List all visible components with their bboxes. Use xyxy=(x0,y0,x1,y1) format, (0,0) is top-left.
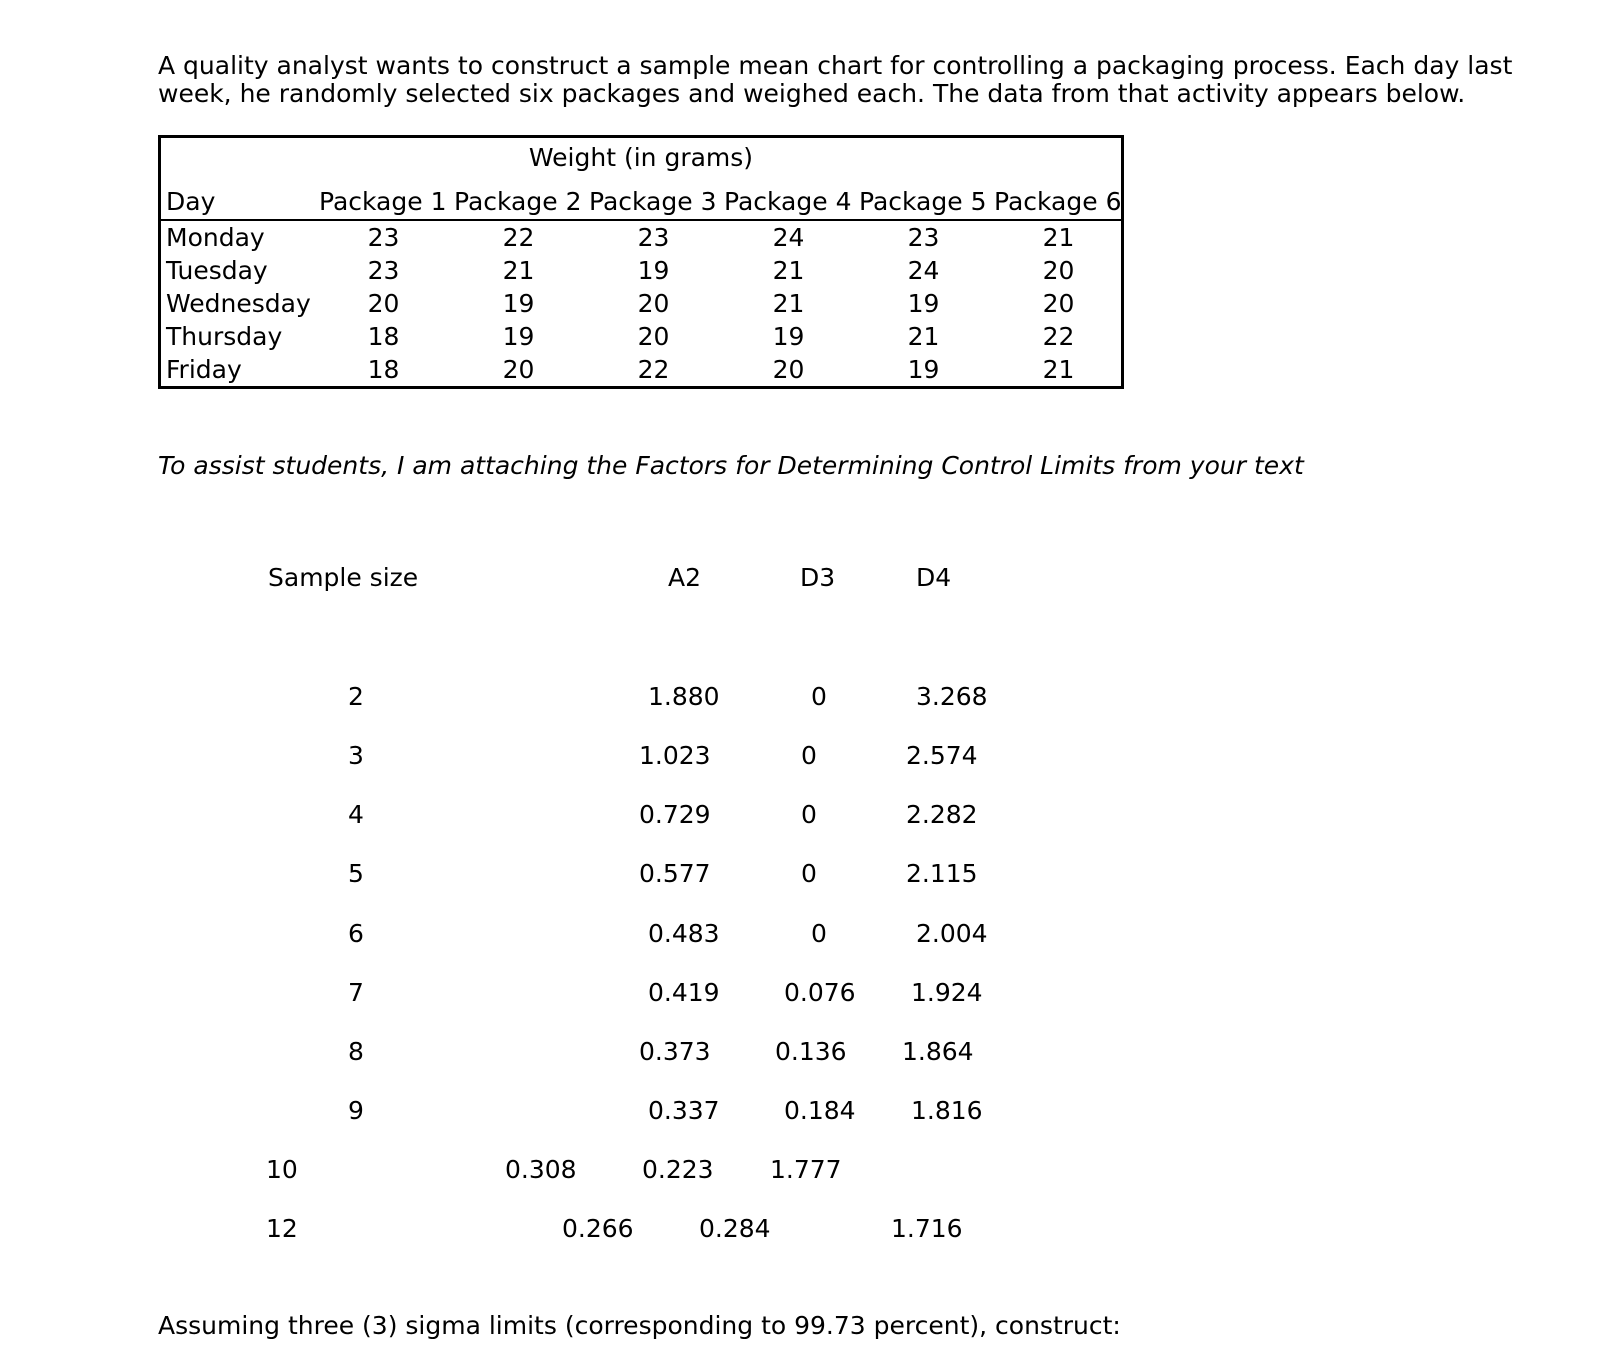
factors-sample-size-cell: 9 xyxy=(348,1096,364,1125)
weight-cell: 21 xyxy=(1042,223,1075,252)
weight-table-header xyxy=(161,188,1121,216)
weight-cell: 20 xyxy=(637,289,670,318)
table-row xyxy=(161,221,1121,254)
weight-cell: 22 xyxy=(502,223,535,252)
factors-sample-size-cell: 8 xyxy=(348,1037,364,1066)
weight-cell: 24 xyxy=(772,223,805,252)
factors-sample-size-cell: 2 xyxy=(348,682,364,711)
weight-cell: 23 xyxy=(637,223,670,252)
day-cell: Thursday xyxy=(166,322,283,351)
day-cell: Monday xyxy=(166,223,265,252)
weight-cell: 19 xyxy=(502,289,535,318)
factors-d4-cell: 1.716 xyxy=(891,1214,963,1243)
factors-d3-cell: 0 xyxy=(801,800,817,829)
factors-d4-cell: 2.115 xyxy=(906,859,978,888)
factors-d3-cell: 0 xyxy=(801,741,817,770)
weight-cell: 24 xyxy=(907,256,940,285)
weight-table xyxy=(158,135,1124,389)
factors-d3-cell: 0.284 xyxy=(699,1214,771,1243)
factors-a2-cell: 0.337 xyxy=(648,1096,720,1125)
factors-header-a2: A2 xyxy=(668,563,702,592)
factors-d4-cell: 1.816 xyxy=(911,1096,983,1125)
table-row xyxy=(161,320,1121,353)
factors-d3-cell: 0.184 xyxy=(784,1096,856,1125)
factors-d4-cell: 1.924 xyxy=(911,978,983,1007)
factors-d3-cell: 0.223 xyxy=(642,1155,714,1184)
weight-cell: 20 xyxy=(772,355,805,384)
weight-cell: 20 xyxy=(637,322,670,351)
weight-cell: 23 xyxy=(367,223,400,252)
weight-cell: 20 xyxy=(1042,256,1075,285)
weight-table-title: Weight (in grams) xyxy=(528,143,754,172)
weight-cell: 19 xyxy=(772,322,805,351)
weight-cell: 21 xyxy=(907,322,940,351)
weight-cell: 19 xyxy=(502,322,535,351)
factors-a2-cell: 0.483 xyxy=(648,919,720,948)
factors-header-d3: D3 xyxy=(800,563,836,592)
weight-cell: 18 xyxy=(367,355,400,384)
factors-a2-cell: 0.419 xyxy=(648,978,720,1007)
day-cell: Wednesday xyxy=(166,289,311,318)
factors-d3-cell: 0 xyxy=(811,919,827,948)
factors-d3-cell: 0 xyxy=(801,859,817,888)
factors-d4-cell: 1.777 xyxy=(770,1155,842,1184)
factors-d4-cell: 2.282 xyxy=(906,800,978,829)
factors-header-sample-size: Sample size xyxy=(268,563,419,592)
factors-a2-cell: 0.577 xyxy=(639,859,711,888)
day-cell: Tuesday xyxy=(166,256,268,285)
header-package-1: Package 1 xyxy=(319,187,447,216)
factors-a2-cell: 1.880 xyxy=(648,682,720,711)
weight-cell: 20 xyxy=(367,289,400,318)
header-package-4: Package 4 xyxy=(724,187,852,216)
weight-cell: 19 xyxy=(637,256,670,285)
table-row xyxy=(161,254,1121,287)
weight-cell: 21 xyxy=(502,256,535,285)
table-row xyxy=(161,353,1121,386)
header-day: Day xyxy=(166,187,216,216)
problem-intro: A quality analyst wants to construct a sample mean chart for controlling a packaging process. Each day last week, he randomly selected six packages and weighed each. The data from that activity appears below. xyxy=(158,51,1513,108)
factors-sample-size-cell: 12 xyxy=(266,1214,298,1243)
factors-a2-cell: 0.266 xyxy=(562,1214,634,1243)
weight-cell: 21 xyxy=(772,256,805,285)
factors-header-d4: D4 xyxy=(916,563,952,592)
weight-cell: 18 xyxy=(367,322,400,351)
factors-sample-size-cell: 10 xyxy=(266,1155,298,1184)
factors-note: To assist students, I am attaching the Factors for Determining Control Limits from your text xyxy=(158,451,1304,480)
factors-sample-size-cell: 7 xyxy=(348,978,364,1007)
weight-cell: 21 xyxy=(772,289,805,318)
weight-cell: 22 xyxy=(1042,322,1075,351)
factors-d4-cell: 2.574 xyxy=(906,741,978,770)
header-package-2: Package 2 xyxy=(454,187,582,216)
factors-a2-cell: 1.023 xyxy=(639,741,711,770)
factors-d3-cell: 0.136 xyxy=(775,1037,847,1066)
problem-outro: Assuming three (3) sigma limits (corresponding to 99.73 percent), construct: xyxy=(158,1311,1121,1340)
weight-cell: 23 xyxy=(907,223,940,252)
weight-cell: 20 xyxy=(1042,289,1075,318)
factors-a2-cell: 0.729 xyxy=(639,800,711,829)
day-cell: Friday xyxy=(166,355,242,384)
weight-cell: 19 xyxy=(907,289,940,318)
factors-sample-size-cell: 5 xyxy=(348,859,364,888)
table-row xyxy=(161,287,1121,320)
weight-cell: 22 xyxy=(637,355,670,384)
factors-sample-size-cell: 3 xyxy=(348,741,364,770)
factors-a2-cell: 0.373 xyxy=(639,1037,711,1066)
factors-d3-cell: 0 xyxy=(811,682,827,711)
weight-cell: 23 xyxy=(367,256,400,285)
factors-d3-cell: 0.076 xyxy=(784,978,856,1007)
factors-d4-cell: 1.864 xyxy=(902,1037,974,1066)
factors-d4-cell: 3.268 xyxy=(916,682,988,711)
factors-sample-size-cell: 6 xyxy=(348,919,364,948)
weight-cell: 21 xyxy=(1042,355,1075,384)
weight-cell: 19 xyxy=(907,355,940,384)
header-package-3: Package 3 xyxy=(589,187,717,216)
factors-sample-size-cell: 4 xyxy=(348,800,364,829)
weight-cell: 20 xyxy=(502,355,535,384)
header-package-5: Package 5 xyxy=(859,187,987,216)
factors-a2-cell: 0.308 xyxy=(505,1155,577,1184)
factors-d4-cell: 2.004 xyxy=(916,919,988,948)
header-package-6: Package 6 xyxy=(994,187,1122,216)
